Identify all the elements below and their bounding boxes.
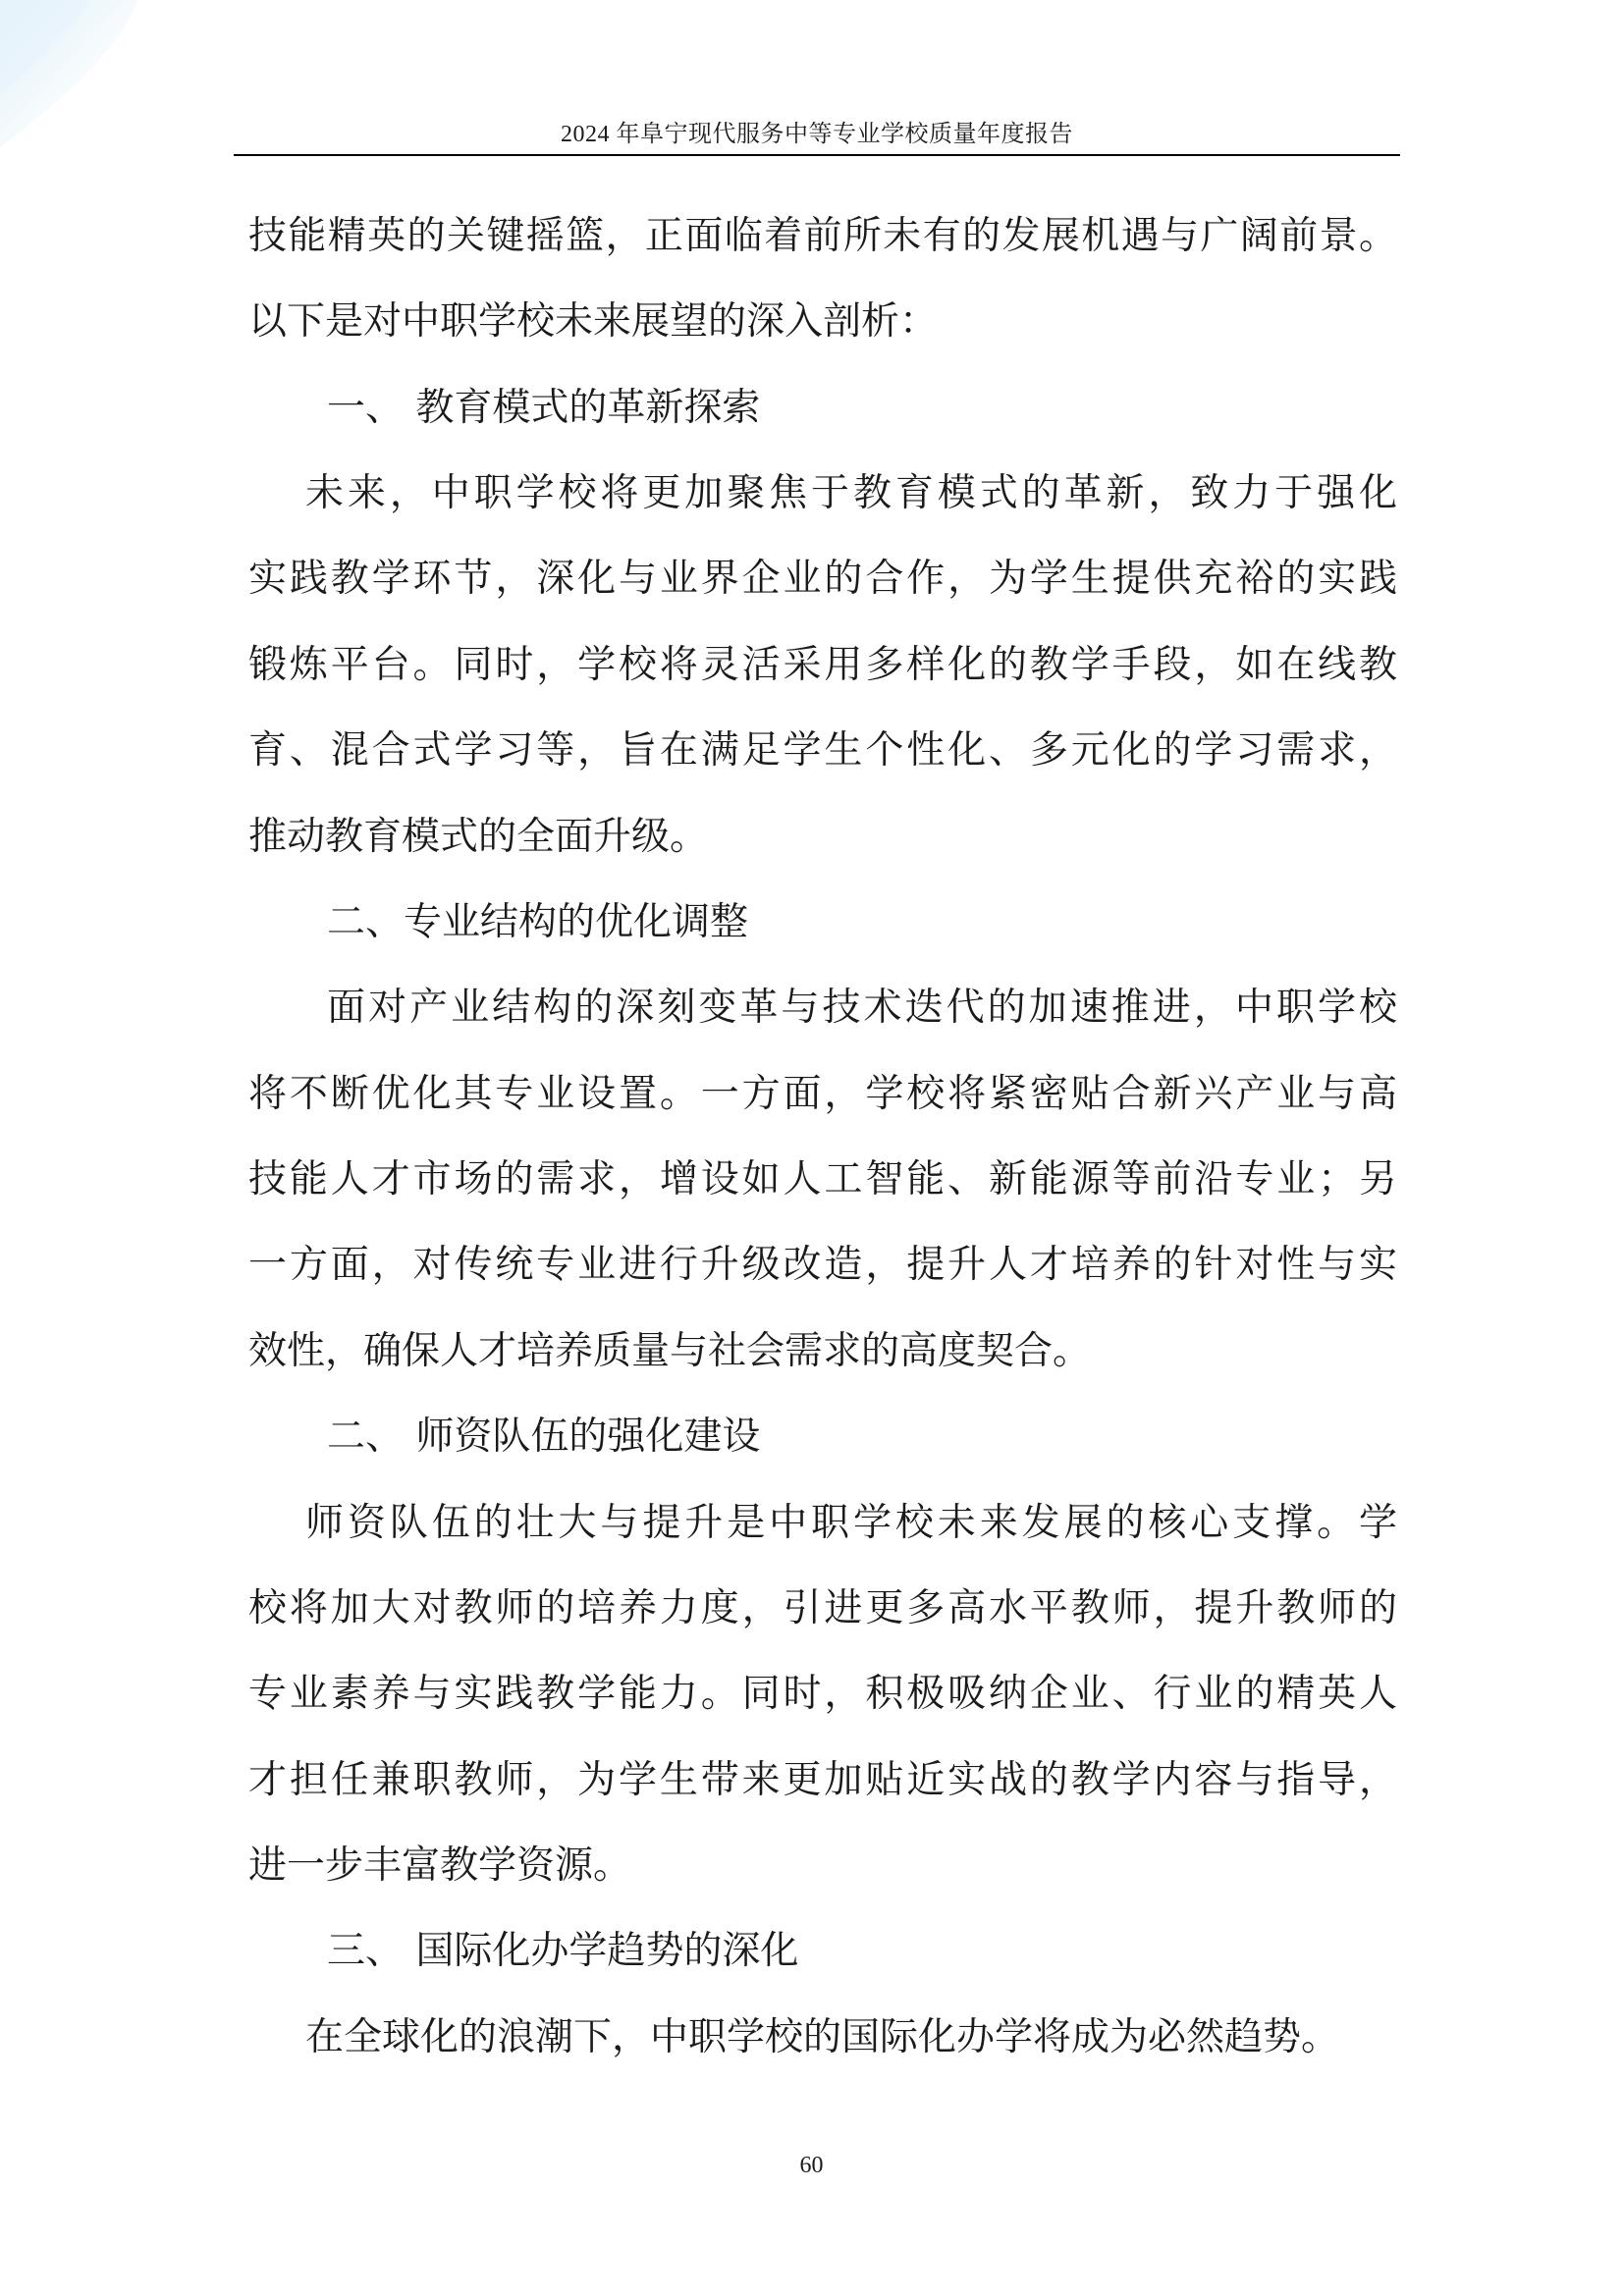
body-line: 进一步丰富教学资源。 xyxy=(248,1843,632,1888)
header-divider xyxy=(234,154,1400,156)
body-line: 师资队伍的壮大与提升是中职学校未来发展的核心支撑。学 xyxy=(305,1501,1397,1545)
body-line: 推动教育模式的全面升级。 xyxy=(248,815,709,859)
corner-decoration xyxy=(0,0,147,147)
body-line: 才担任兼职教师，为学生带来更加贴近实战的教学内容与指导， xyxy=(248,1758,1397,1802)
body-line: 校将加大对教师的培养力度，引进更多高水平教师，提升教师的 xyxy=(248,1586,1397,1630)
body-line: 实践教学环节，深化与业界企业的合作，为学生提供充裕的实践 xyxy=(248,557,1397,601)
body-line: 将不断优化其专业设置。一方面，学校将紧密贴合新兴产业与高 xyxy=(248,1072,1397,1116)
body-line: 锻炼平台。同时，学校将灵活采用多样化的教学手段，如在线教 xyxy=(248,643,1397,687)
body-line: 技能精英的关键摇篮，正面临着前所未有的发展机遇与广阔前景。 xyxy=(248,214,1397,258)
body-line: 面对产业结构的深刻变革与技术迭代的加速推进，中职学校 xyxy=(327,986,1397,1030)
body-line: 在全球化的浪潮下，中职学校的国际化办学将成为必然趋势。 xyxy=(305,2015,1340,2059)
body-line: 育、混合式学习等，旨在满足学生个性化、多元化的学习需求， xyxy=(248,728,1397,773)
page-header-title: 2024 年阜宁现代服务中等专业学校质量年度报告 xyxy=(561,122,1073,147)
body-line: 专业素养与实践教学能力。同时，积极吸纳企业、行业的精英人 xyxy=(248,1672,1397,1716)
body-line: 技能人才市场的需求，增设如人工智能、新能源等前沿专业；另 xyxy=(248,1157,1397,1201)
body-line: 以下是对中职学校未来展望的深入剖析： xyxy=(248,299,939,344)
section-heading: 一、 教育模式的革新探索 xyxy=(327,386,761,430)
section-heading: 二、专业结构的优化调整 xyxy=(327,900,749,944)
body-line: 效性，确保人才培养质量与社会需求的高度契合。 xyxy=(248,1329,1092,1373)
page-number: 60 xyxy=(799,2153,824,2178)
body-line: 一方面，对传统专业进行升级改造，提升人才培养的针对性与实 xyxy=(248,1243,1397,1287)
body-line: 未来，中职学校将更加聚焦于教育模式的革新，致力于强化 xyxy=(305,471,1397,515)
section-heading: 三、 国际化办学趋势的深化 xyxy=(327,1929,799,1973)
section-heading: 二、 师资队伍的强化建设 xyxy=(327,1415,761,1459)
